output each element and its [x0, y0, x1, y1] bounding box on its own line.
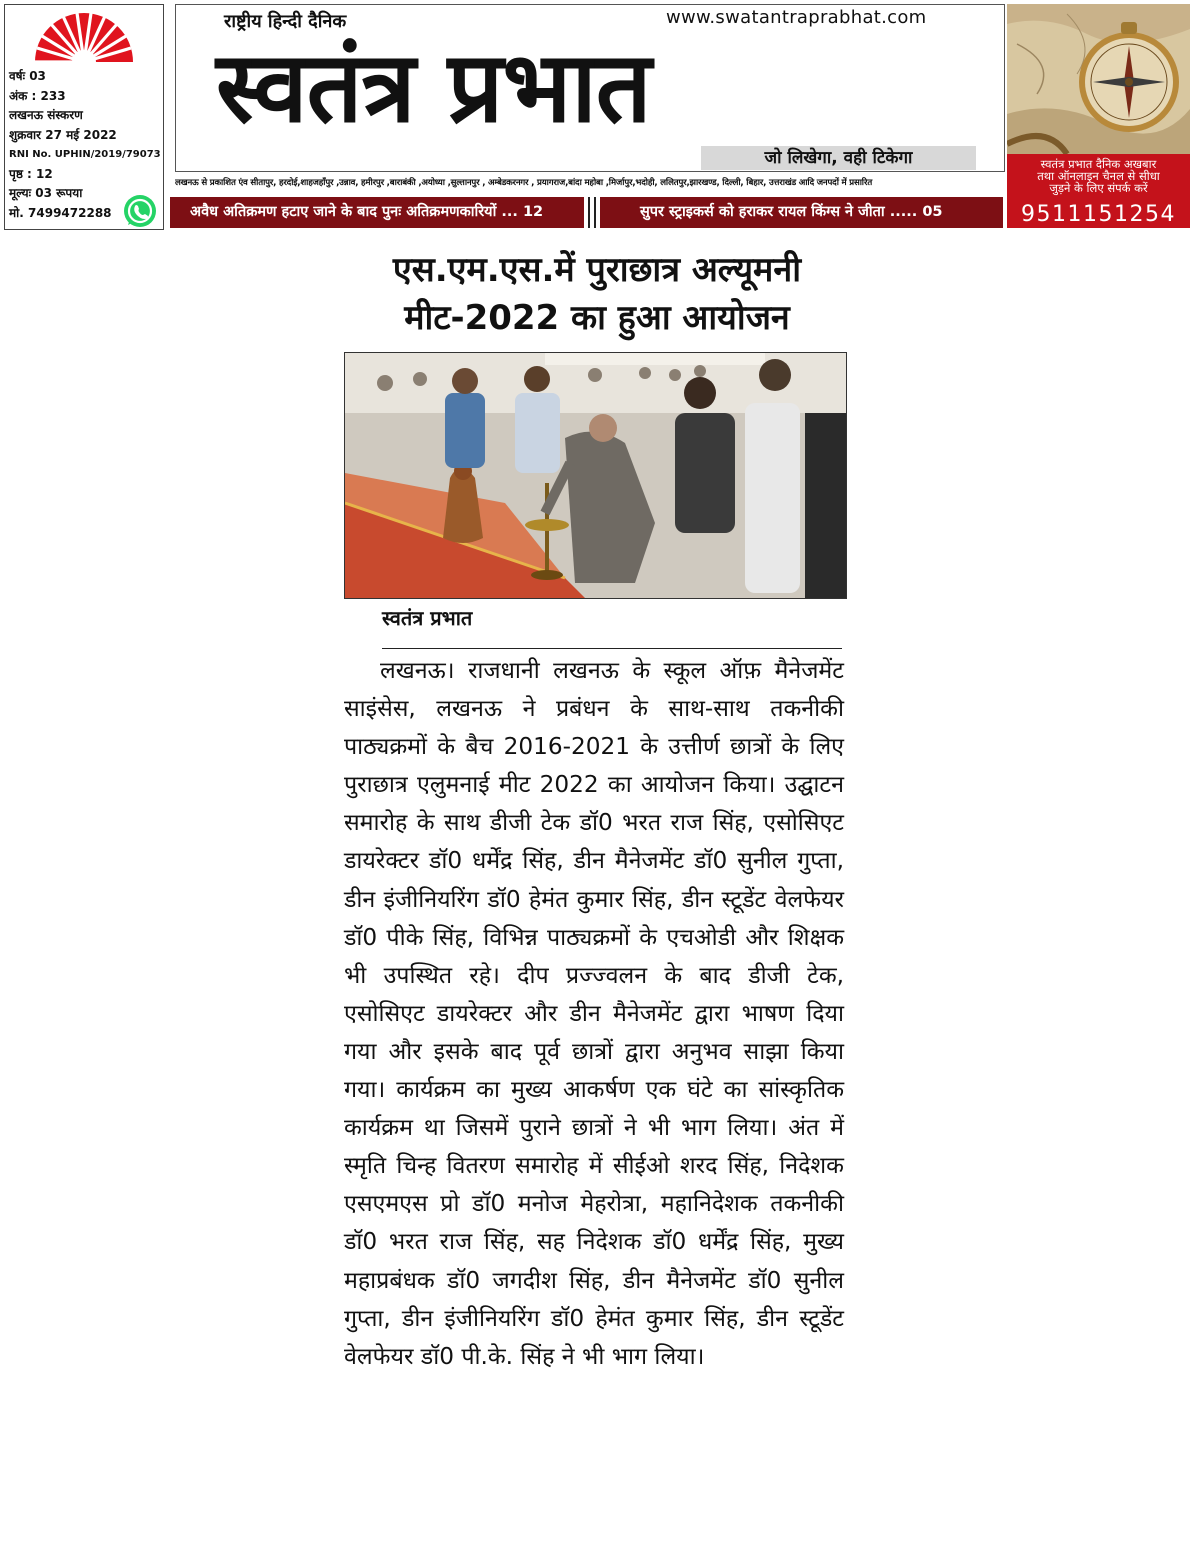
ad-phone-number[interactable]: 9511151254	[1021, 202, 1176, 227]
year-label: वर्षः 03	[9, 69, 46, 83]
website-url[interactable]: www.swatantraprabhat.com	[666, 7, 927, 28]
rni-label: RNI No. UPHIN/2019/79073	[9, 149, 161, 160]
contact-ad	[1007, 4, 1190, 228]
newspaper-title: स्वतंत्र प्रभात	[216, 31, 651, 145]
compass-map-image	[1007, 4, 1190, 154]
masthead	[175, 4, 1005, 172]
ticker-divider	[588, 197, 596, 228]
article-body-text: लखनऊ। राजधानी लखनऊ के स्कूल ऑफ़ मैनेजमेंट साइंसेस, लखनऊ ने प्रबंधन के साथ-साथ तकनीकी पाठ्यक्रमों के बैच 2016-2021 के उत्तीर्ण छात्रों के लिए पुराछात्र एलुमनाई मीट 2022 का आयोजन किया। उद्घाटन समारोह के साथ डीजी टेक डॉ0 भरत राज सिंह, एसोसिएट डायरेक्टर डॉ0 धर्मेंद्र सिंह, डीन मैनेजमेंट डॉ0 सुनील गुप्ता, डीन इंजीनियरिंग डॉ0 हेमंत कुमार सिंह, डीन स्टूडेंट वेलफेयर डॉ0 पीके सिंह, विभिन्न पाठ्यक्रमों के एचओडी और शिक्षक भी उपस्थित रहे। दीप प्रज्ज्वलन के बाद डीजी टेक, एसोसिएट डायरेक्टर और डीन मैनेजमेंट द्वारा भाषण दिया गया और इसके बाद पूर्व छात्रों द्वारा अनुभव साझा किया गया। कार्यक्रम का मुख्य आकर्षण एक घंटे का सांस्कृतिक कार्यक्रम था जिसमें पुराने छात्रों ने भी भाग लिया। अंत में स्मृति चिन्ह वितरण समारोह में सीईओ शरद सिंह, निदेशक एसएमएस प्रो डॉ0 मनोज मेहरोत्रा, महानिदेशक तकनीकी डॉ0 भरत राज सिंह, सह निदेशक डॉ0 धर्मेंद्र सिंह, मुख्य महाप्रबंधक डॉ0 जगदीश सिंह, डीन मैनेजमेंट डॉ0 सुनील गुप्ता, डीन इंजीनियरिंग डॉ0 हेमंत कुमार सिंह, डीन स्टूडेंट वेलफेयर डॉ0 पी.के. सिंह ने भी भाग लिया।	[344, 657, 844, 1370]
pages-label: पृष्ठ : 12	[9, 166, 53, 181]
districts-line: लखनऊ से प्रकाशित एंव सीतापुर, हरदोई,शाहजहाँपुर ,उन्नाव, हमीरपुर ,बाराबंकी ,अयोध्या ,सुल्तानपुर , अम्बेडकरनगर , प्रयागराज,बांदा महोबा ,मिर्जापुर,भदोही, ललितपुर,झारखण्ड, दिल्ली, बिहार, उत्तराखंड आदि जनपदों में प्रसारित	[175, 178, 873, 188]
byline: स्वतंत्र प्रभात	[382, 606, 473, 630]
slogan: जो लिखेगा, वही टिकेगा	[701, 146, 976, 170]
issue-label: अंक : 233	[9, 88, 66, 103]
article-headline	[300, 246, 894, 342]
issue-info-box	[4, 4, 164, 230]
date-label: शुक्रवार 27 मई 2022	[9, 127, 117, 142]
edition-label: लखनऊ संस्करण	[9, 108, 83, 122]
lamp-lighting-photo	[344, 352, 847, 599]
ticker-item-2[interactable]: सुपर स्ट्राइकर्स को हराकर रायल किंग्स ने जीता ..... 05	[600, 197, 1003, 228]
ticker-item-1[interactable]: अवैध अतिक्रमण हटाए जाने के बाद पुनः अतिक्रमणकारियों ... 12	[170, 197, 584, 228]
price-label: मूल्यः 03 रूपया	[9, 186, 83, 200]
article-body	[344, 652, 844, 1376]
headline-line-2: मीट-2022 का हुआ आयोजन	[404, 298, 790, 338]
ad-text-line-2: तथा ऑनलाइन चैनल से सीधा	[1037, 169, 1160, 183]
mobile-label: मो. 7499472288	[9, 205, 112, 220]
byline-divider	[382, 648, 842, 649]
headline-line-1: एस.एम.एस.में पुराछात्र अल्यूमनी	[392, 250, 802, 290]
tagline-national-daily: राष्ट्रीय हिन्दी दैनिक	[224, 11, 347, 32]
whatsapp-icon	[121, 193, 159, 229]
sunrise-logo-icon	[5, 5, 163, 65]
ad-text-line-1: स्वतंत्र प्रभात दैनिक अखबार	[1040, 157, 1157, 171]
ad-text-line-3: जुड़ने के लिए संपर्क करें	[1049, 181, 1148, 195]
